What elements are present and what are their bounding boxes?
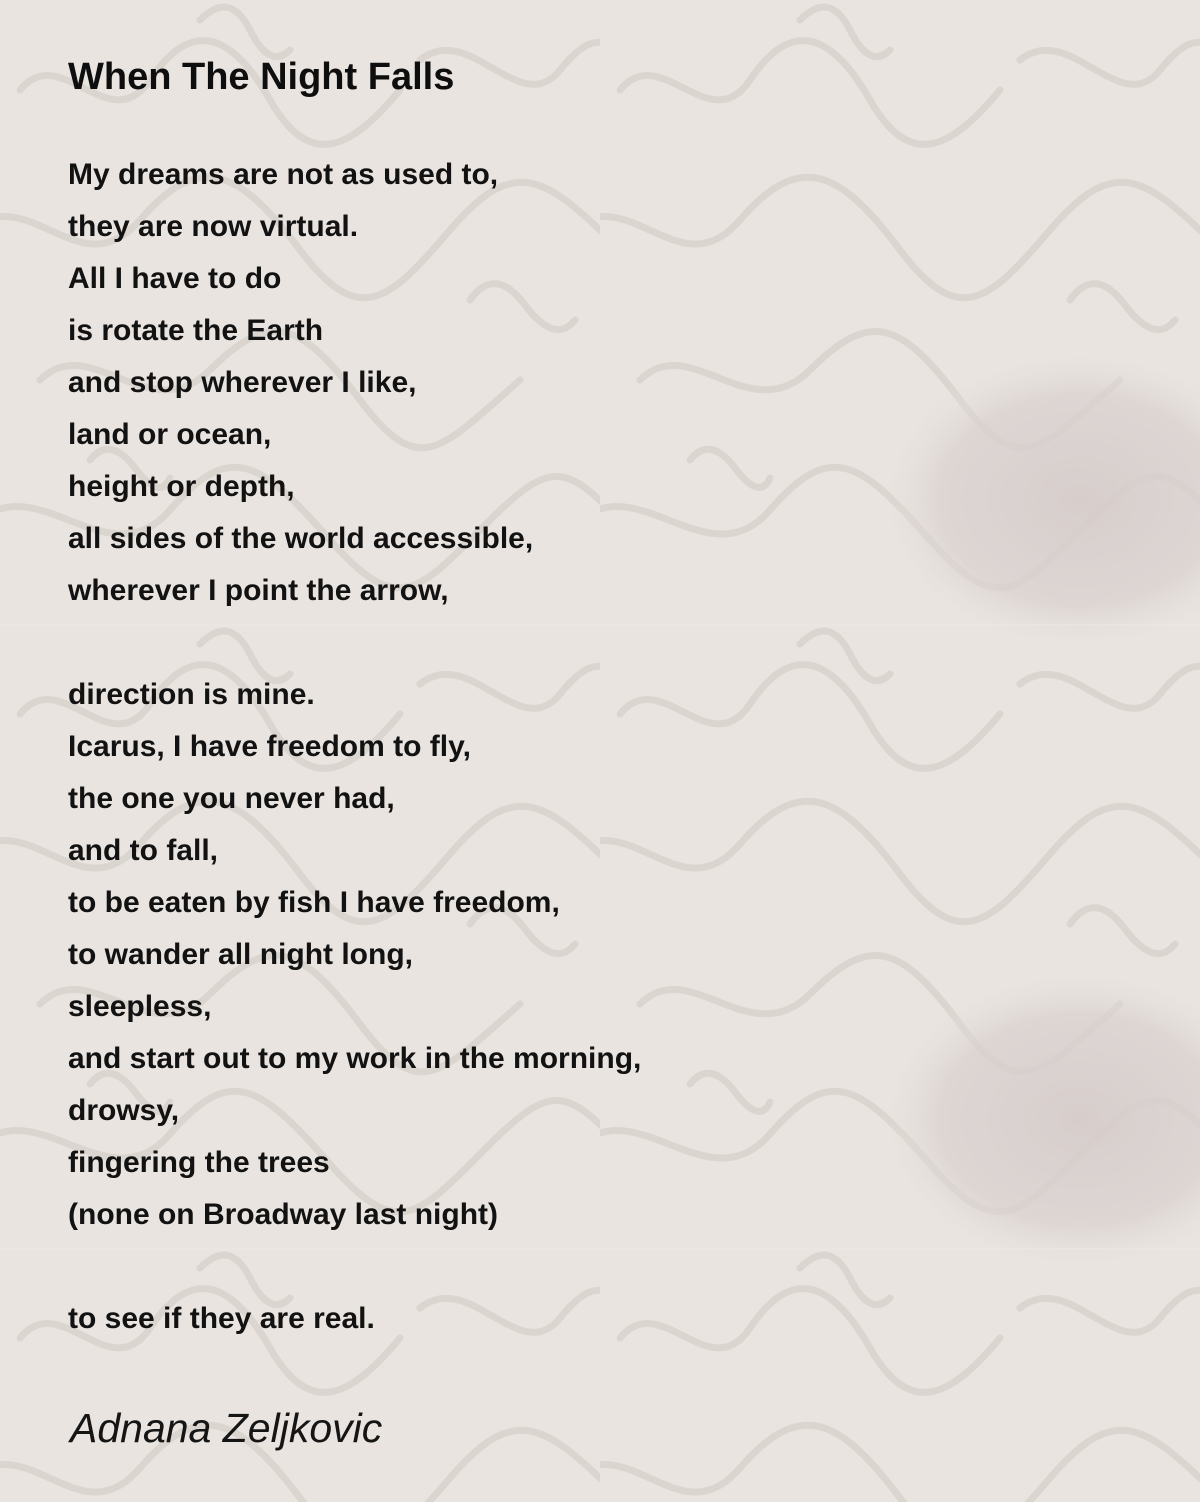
poem-line: sleepless, — [68, 990, 212, 1023]
poem-line: (none on Broadway last night) — [68, 1198, 499, 1231]
poem-line: to wander all night long, — [68, 938, 413, 971]
poem-title: When The Night Falls — [68, 56, 455, 98]
poem-body — [68, 154, 641, 1350]
poem-line: Icarus, I have freedom to fly, — [68, 730, 471, 763]
poem-line: fingering the trees — [68, 1146, 330, 1179]
poem-line: All I have to do — [68, 262, 282, 295]
poem-line: land or ocean, — [68, 418, 272, 451]
poem-line: direction is mine. — [68, 678, 315, 711]
stanza-break — [68, 622, 641, 674]
poem-line: My dreams are not as used to, — [68, 158, 499, 191]
poem-line: to be eaten by fish I have freedom, — [68, 886, 560, 919]
poem-author: Adnana Zeljkovic — [70, 1405, 383, 1451]
poem-line: the one you never had, — [68, 782, 395, 815]
poem-line: height or depth, — [68, 470, 295, 503]
poem-line: drowsy, — [68, 1094, 180, 1127]
poem-line: wherever I point the arrow, — [68, 574, 449, 607]
poem-line: is rotate the Earth — [68, 314, 324, 347]
stanza-break — [68, 1246, 641, 1298]
poem-line: and start out to my work in the morning, — [68, 1042, 642, 1075]
poem-line: all sides of the world accessible, — [68, 522, 534, 555]
poem-line: and to fall, — [68, 834, 218, 867]
poem-line: and stop wherever I like, — [68, 366, 417, 399]
poem-line: to see if they are real. — [68, 1302, 375, 1335]
poem-line: they are now virtual. — [68, 210, 359, 243]
